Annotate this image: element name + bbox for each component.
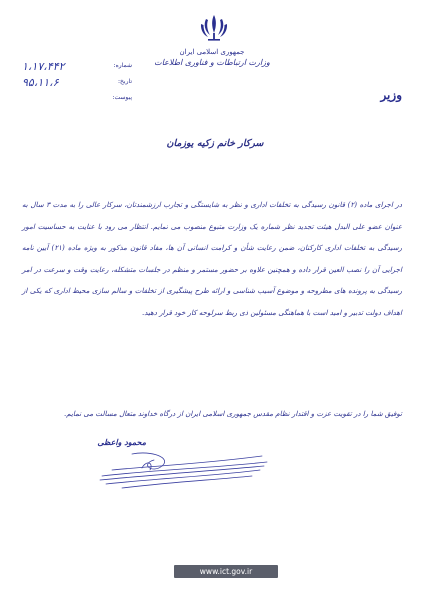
letter-meta	[22, 62, 132, 110]
footer-url: www.ict.gov.ir	[199, 567, 253, 576]
iran-emblem-icon	[197, 13, 231, 43]
minister-title: وزیر	[380, 88, 402, 102]
signer-name: محمود واعظی	[97, 437, 146, 447]
date-value: ۹۵،۱۱،۶	[22, 76, 59, 89]
country-name: جمهوری اسلامی ایران	[179, 48, 245, 56]
number-value: ۱،۱۷،۴۴۲	[22, 60, 65, 73]
number-label: شماره:	[113, 62, 132, 69]
ministry-name: وزارت ارتباطات و فناوری اطلاعات	[154, 58, 270, 67]
recipient-salutation: سرکار خانم زکیه یوزمان	[166, 138, 264, 149]
signature-icon	[92, 440, 272, 500]
date-label: تاریخ:	[118, 78, 132, 85]
letter-body: در اجرای ماده (۲) قانون رسیدگی به تخلفات اداری و نظر به شایستگی و تجارب ارزشمندتان، سرکار عالی را به مدت ۳ سال به عنوان عضو علی البدل هیئت تجدید نظر شماره یک وزارت متبوع منصوب می نمایم. انتظار می رود با عنایت به حساسیت امور رسیدگی به تخلفات اداری کارکنان، ضمن رعایت شأن و کرامت انسانی آن ها، مفاد قانون مذکور به ویژه ماده (۲۱) آیین نامه اجرایی آن را نصب العین قرار داده و همچنین علاوه بر حضور مستمر و منظم در جلسات متشکله، رعایت وقت و سرعت در امر رسیدگی به پرونده های مطروحه و موضوع آسیب شناسی و ارائه طرح پیشگیری از تخلفات و سالم سازی محیط اداری که یکی از اهداف دولت تدبیر و امید است با هماهنگی مسئولین ذی ربط سرلوحه کار خود قرار دهید.	[22, 200, 402, 317]
footer-bar	[174, 565, 278, 578]
meta-date-row	[22, 78, 132, 92]
meta-attachment-row	[22, 94, 132, 108]
attachment-label: پیوست:	[112, 94, 132, 101]
letter-closing: توفیق شما را در تقویت عزت و اقتدار نظام مقدس جمهوری اسلامی ایران از درگاه خداوند متعال مسالت می نمایم.	[63, 409, 402, 418]
meta-number-row	[22, 62, 132, 76]
